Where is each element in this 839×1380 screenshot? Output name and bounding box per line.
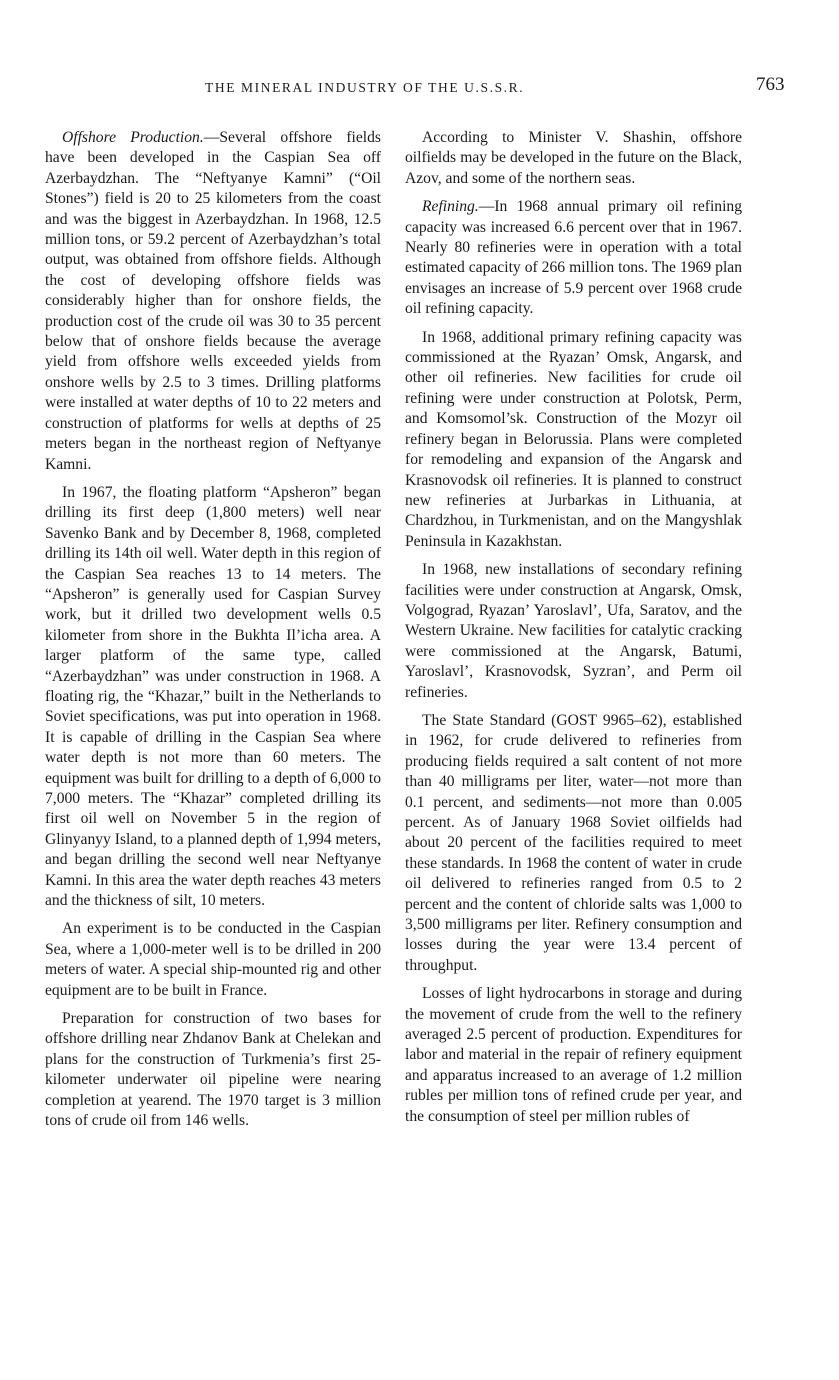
paragraph-zhdanov-bank <box>45 1009 381 1131</box>
left-column <box>45 128 381 1140</box>
paragraph-text: In 1968, new installations of secondary refining facilities were under construction at Angarsk, Omsk, Volgograd, Ryazan’ Yaroslavl’, Ufa, Saratov, and the Western Ukraine. New facilities for catalytic cracking were commissioned at the Angarsk, Batumi, Yaroslavl’, Krasnovodsk, Syzran’, and Perm oil refineries. <box>405 561 742 701</box>
paragraph-refining <box>405 197 742 319</box>
paragraph-text: According to Minister V. Shashin, offshore oilfields may be developed in the future on the Black, Azov, and some of the northern seas. <box>405 129 742 187</box>
paragraph-text: In 1967, the floating platform “Apsheron” began drilling its first deep (1,800 meters) well near Savenko Bank and by December 8, 1968, completed drilling its 14th oil well. Water depth in this region of the Caspian Sea reaches 13 to 14 meters. The “Apsheron” is generally used for Caspian Survey work, but it drilled two development wells 0.5 kilometer from shore in the Bukhta Il’icha area. A larger platform of the same type, called “Azerbaydzhan” was under construction in 1968. A floating rig, the “Khazar,” built in the Netherlands to Soviet specifications, was put into operation in 1968. It is capable of drilling in the Caspian Sea where water depth is not more than 60 meters. The equipment was built for drilling to a depth of 6,000 to 7,000 meters. The “Khazar” completed drilling its first oil well on November 5 in the region of Glinyanyy Island, to a planned depth of 1,994 meters, and began drilling the second well near Neftyanye Kamni. In this area the water depth reaches 43 meters and the thickness of silt, 10 meters. <box>45 483 381 910</box>
section-heading-refining: Refining. <box>422 198 479 216</box>
paragraph-text: An experiment is to be conducted in the Caspian Sea, where a 1,000-meter well is to be drilled in 200 meters of water. A special ship-mounted rig and other equipment are to be built in France. <box>45 920 381 999</box>
paragraph-text: —Several offshore fields have been developed in the Caspian Sea off Azerbaydzhan. The “Neftyanye Kamni” (“Oil Stones”) field is 20 to 25 kilometers from the coast and was the biggest in Azerbaydzhan. In 1968, 12.5 million tons, or 59.2 percent of Azerbaydzhan’s total output, was obtained from offshore fields. Although the cost of developing offshore fields was considerably higher than for onshore fields, the production cost of the crude oil was 30 to 35 percent below that of onshore fields because the average yield from offshore wells exceeded yields from onshore wells by 2.5 to 3 times. Drilling platforms were installed at water depths of 10 to 22 meters and construction of platforms for wells at depths of 25 meters began in the northeast region of Neftyanye Kamni. <box>45 129 381 473</box>
paragraph-state-standard <box>405 711 742 976</box>
page-number: 763 <box>756 74 785 95</box>
paragraph-text: In 1968, additional primary refining capacity was commissioned at the Ryazan’ Omsk, Angarsk, and other oil refineries. New facilities for crude oil refining were under construction at Polotsk, Perm, and Komsomol’sk. Construction of the Mozyr oil refinery began in Belorussia. Plans were completed for remodeling and expansion of the Angarsk and Krasnovodsk oil refineries. It is planned to construct new refineries at Jurbarkas in Lithuania, at Chardzhou, in Turkmenistan, and on the Mangyshlak Peninsula in Kazakhstan. <box>405 328 742 550</box>
paragraph-apsheron <box>45 483 381 912</box>
right-column <box>405 128 742 1135</box>
section-heading-offshore-production: Offshore Production. <box>62 129 204 146</box>
paragraph-experiment <box>45 919 381 1001</box>
paragraph-primary-refining <box>405 328 742 552</box>
paragraph-text: The State Standard (GOST 9965–62), established in 1962, for crude delivered to refineries from producing fields required a salt content of not more than 40 milligrams per liter, water—not more than 0.1 percent, and sediments—not more than 0.005 percent. As of January 1968 Soviet oilfields had about 20 percent of the facilities required to meet these standards. In 1968 the content of water in crude oil delivered to refineries ranged from 0.5 to 2 percent and the content of chloride salts was 1,000 to 3,500 milligrams per liter. Refinery consumption and losses during the year were 13.4 percent of throughput. <box>405 711 742 974</box>
paragraph-shashin <box>405 128 742 189</box>
running-title: THE MINERAL INDUSTRY OF THE U.S.S.R. <box>205 80 525 95</box>
paragraph-losses <box>405 984 742 1127</box>
paragraph-text: Losses of light hydrocarbons in storage and during the movement of crude from the well to the refinery averaged 2.5 percent of production. Expenditures for labor and material in the repair of refinery equipment and apparatus increased to an average of 1.2 million rubles per million tons of refined crude per year, and the consumption of steel per million rubles of <box>405 985 742 1125</box>
paragraph-secondary-refining <box>405 560 742 703</box>
paragraph-text: Preparation for construction of two bases for offshore drilling near Zhdanov Bank at Chelekan and plans for the construction of Turkmenia’s first 25-kilometer underwater oil pipeline were nearing completion at yearend. The 1970 target is 3 million tons of crude oil from 146 wells. <box>45 1010 381 1130</box>
paragraph-text: —In 1968 annual primary oil refining capacity was increased 6.6 percent over that in 1967. Nearly 80 refineries were in operation with a total estimated capacity of 266 million tons. The 1969 plan envisages an increase of 5.9 percent over 1968 crude oil refining capacity. <box>405 198 742 318</box>
paragraph-offshore-production <box>45 128 381 475</box>
